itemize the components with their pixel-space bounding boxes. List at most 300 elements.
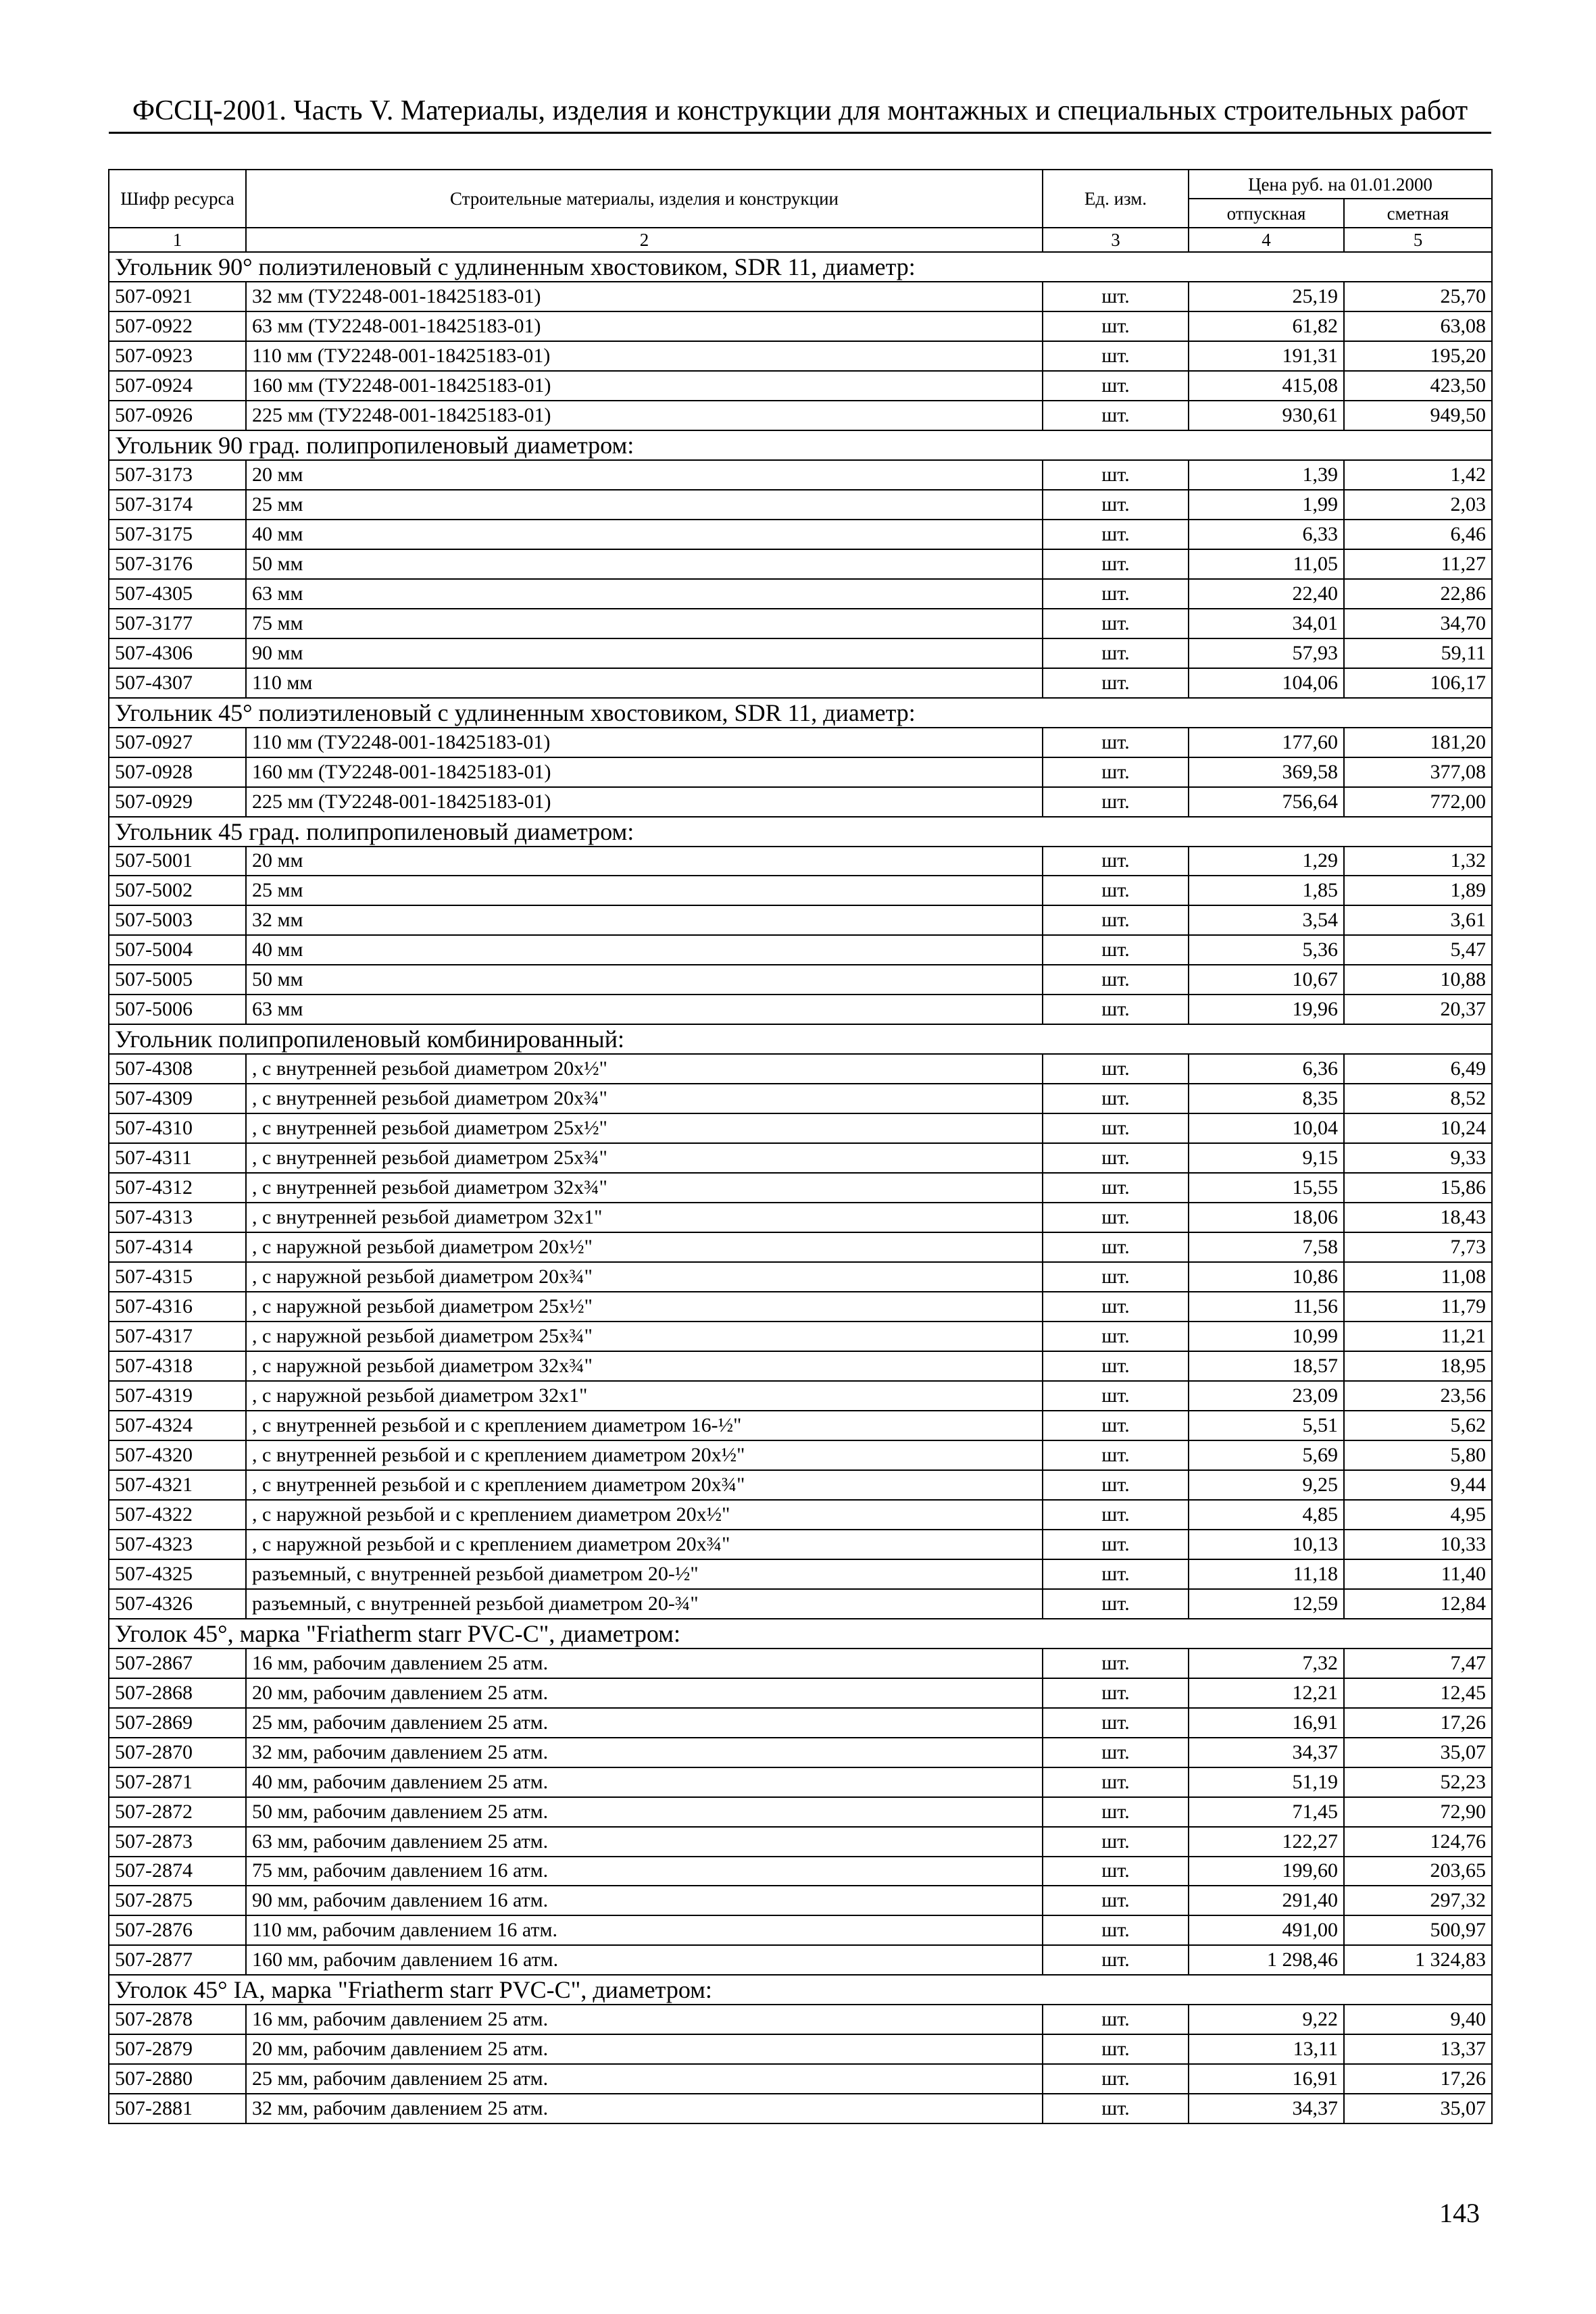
release-price: 104,06 <box>1189 668 1344 698</box>
unit-of-measure: шт. <box>1043 1589 1189 1619</box>
item-name: 75 мм <box>246 609 1043 638</box>
table-row <box>109 668 1492 698</box>
unit-of-measure: шт. <box>1043 1708 1189 1738</box>
section-title: Угольник 45° полиэтиленовый с удлиненным хвостовиком, SDR 11, диаметр: <box>109 698 1492 728</box>
estimate-price: 11,21 <box>1344 1322 1492 1351</box>
release-price: 5,69 <box>1189 1440 1344 1470</box>
estimate-price: 7,73 <box>1344 1232 1492 1262</box>
estimate-price: 11,08 <box>1344 1262 1492 1292</box>
release-price: 22,40 <box>1189 579 1344 609</box>
item-name: , с наружной резьбой и с креплением диаметром 20х½" <box>246 1500 1043 1530</box>
unit-of-measure: шт. <box>1043 905 1189 935</box>
estimate-price: 5,80 <box>1344 1440 1492 1470</box>
item-name: 20 мм, рабочим давлением 25 атм. <box>246 1678 1043 1708</box>
unit-of-measure: шт. <box>1043 1173 1189 1203</box>
table-row <box>109 1767 1492 1797</box>
estimate-price: 72,90 <box>1344 1797 1492 1827</box>
table-row <box>109 1886 1492 1915</box>
resource-code: 507-5002 <box>109 876 246 905</box>
unit-of-measure: шт. <box>1043 1084 1189 1113</box>
release-price: 3,54 <box>1189 905 1344 935</box>
table-row <box>109 1915 1492 1945</box>
section-header-row <box>109 698 1492 728</box>
unit-of-measure: шт. <box>1043 935 1189 965</box>
unit-of-measure: шт. <box>1043 1351 1189 1381</box>
section-title: Уголок 45°, марка "Friatherm starr PVC-C", диаметром: <box>109 1619 1492 1649</box>
column-number: 1 <box>109 228 246 252</box>
release-price: 415,08 <box>1189 371 1344 401</box>
resource-code: 507-4322 <box>109 1500 246 1530</box>
table-row <box>109 549 1492 579</box>
resource-code: 507-5001 <box>109 847 246 876</box>
unit-of-measure: шт. <box>1043 1113 1189 1143</box>
item-name: , с внутренней резьбой и с креплением диаметром 16-½" <box>246 1411 1043 1440</box>
item-name: 25 мм <box>246 490 1043 520</box>
table-row <box>109 1351 1492 1381</box>
table-row <box>109 282 1492 311</box>
table-row <box>109 520 1492 549</box>
estimate-price: 52,23 <box>1344 1767 1492 1797</box>
item-name: , с наружной резьбой диаметром 25х¾" <box>246 1322 1043 1351</box>
table-row <box>109 341 1492 371</box>
unit-of-measure: шт. <box>1043 2064 1189 2094</box>
resource-code: 507-2878 <box>109 2005 246 2034</box>
item-name: 16 мм, рабочим давлением 25 атм. <box>246 1649 1043 1678</box>
release-price: 12,59 <box>1189 1589 1344 1619</box>
item-name: , с наружной резьбой диаметром 20х½" <box>246 1232 1043 1262</box>
estimate-price: 11,40 <box>1344 1559 1492 1589</box>
item-name: , с внутренней резьбой диаметром 25х¾" <box>246 1143 1043 1173</box>
estimate-price: 9,44 <box>1344 1470 1492 1500</box>
resource-code: 507-4317 <box>109 1322 246 1351</box>
item-name: разъемный, с внутренней резьбой диаметром 20-½" <box>246 1559 1043 1589</box>
release-price: 16,91 <box>1189 1708 1344 1738</box>
release-price: 4,85 <box>1189 1500 1344 1530</box>
item-name: 40 мм, рабочим давлением 25 атм. <box>246 1767 1043 1797</box>
unit-of-measure: шт. <box>1043 1559 1189 1589</box>
resource-code: 507-2868 <box>109 1678 246 1708</box>
table-row <box>109 1500 1492 1530</box>
estimate-price: 12,45 <box>1344 1678 1492 1708</box>
item-name: 25 мм, рабочим давлением 25 атм. <box>246 1708 1043 1738</box>
resource-code: 507-4318 <box>109 1351 246 1381</box>
item-name: 160 мм (ТУ2248-001-18425183-01) <box>246 371 1043 401</box>
table-row <box>109 905 1492 935</box>
table-row <box>109 1143 1492 1173</box>
item-name: , с наружной резьбой диаметром 32х1" <box>246 1381 1043 1411</box>
resource-code: 507-3175 <box>109 520 246 549</box>
release-price: 6,33 <box>1189 520 1344 549</box>
resource-code: 507-4314 <box>109 1232 246 1262</box>
release-price: 9,15 <box>1189 1143 1344 1173</box>
resource-code: 507-4326 <box>109 1589 246 1619</box>
unit-of-measure: шт. <box>1043 876 1189 905</box>
estimate-price: 18,95 <box>1344 1351 1492 1381</box>
unit-of-measure: шт. <box>1043 1767 1189 1797</box>
release-price: 18,57 <box>1189 1351 1344 1381</box>
item-name: разъемный, с внутренней резьбой диаметром 20-¾" <box>246 1589 1043 1619</box>
estimate-price: 949,50 <box>1344 401 1492 430</box>
table-row <box>109 1203 1492 1232</box>
section-title: Угольник полипропиленовый комбинированный: <box>109 1024 1492 1054</box>
release-price: 369,58 <box>1189 757 1344 787</box>
release-price: 71,45 <box>1189 1797 1344 1827</box>
estimate-price: 35,07 <box>1344 1738 1492 1767</box>
section-title: Угольник 45 град. полипропиленовый диаметром: <box>109 817 1492 847</box>
unit-of-measure: шт. <box>1043 1232 1189 1262</box>
resource-code: 507-0929 <box>109 787 246 817</box>
resource-code: 507-0924 <box>109 371 246 401</box>
estimate-price: 772,00 <box>1344 787 1492 817</box>
unit-of-measure: шт. <box>1043 2005 1189 2034</box>
item-name: 110 мм, рабочим давлением 16 атм. <box>246 1915 1043 1945</box>
item-name: 50 мм <box>246 965 1043 995</box>
estimate-price: 13,37 <box>1344 2034 1492 2064</box>
release-price: 177,60 <box>1189 728 1344 757</box>
resource-code: 507-0922 <box>109 311 246 341</box>
release-price: 57,93 <box>1189 638 1344 668</box>
release-price: 8,35 <box>1189 1084 1344 1113</box>
release-price: 11,05 <box>1189 549 1344 579</box>
unit-of-measure: шт. <box>1043 1143 1189 1173</box>
table-row <box>109 1589 1492 1619</box>
unit-of-measure: шт. <box>1043 341 1189 371</box>
resource-code: 507-4325 <box>109 1559 246 1589</box>
table-row <box>109 2064 1492 2094</box>
page-header: ФССЦ-2001. Часть V. Материалы, изделия и конструкции для монтажных и специальных строительных работ <box>132 95 1468 126</box>
table-row <box>109 1678 1492 1708</box>
item-name: 25 мм <box>246 876 1043 905</box>
resource-code: 507-3177 <box>109 609 246 638</box>
section-header-row <box>109 1619 1492 1649</box>
unit-of-measure: шт. <box>1043 371 1189 401</box>
estimate-price: 35,07 <box>1344 2094 1492 2123</box>
section-title: Угольник 90° полиэтиленовый с удлиненным хвостовиком, SDR 11, диаметр: <box>109 252 1492 282</box>
item-name: 63 мм <box>246 995 1043 1024</box>
item-name: 40 мм <box>246 935 1043 965</box>
resource-code: 507-3174 <box>109 490 246 520</box>
table-row <box>109 847 1492 876</box>
table-row <box>109 401 1492 430</box>
release-price: 10,67 <box>1189 965 1344 995</box>
estimate-price: 6,46 <box>1344 520 1492 549</box>
release-price: 9,22 <box>1189 2005 1344 2034</box>
column-header-estimate: сметная <box>1344 199 1492 228</box>
table-row <box>109 1857 1492 1886</box>
table-row <box>109 995 1492 1024</box>
release-price: 6,36 <box>1189 1054 1344 1084</box>
release-price: 25,19 <box>1189 282 1344 311</box>
release-price: 1,99 <box>1189 490 1344 520</box>
table-row <box>109 787 1492 817</box>
item-name: 63 мм, рабочим давлением 25 атм. <box>246 1827 1043 1857</box>
item-name: 90 мм <box>246 638 1043 668</box>
page-number: 143 <box>1439 2198 1480 2228</box>
unit-of-measure: шт. <box>1043 311 1189 341</box>
unit-of-measure: шт. <box>1043 2094 1189 2123</box>
unit-of-measure: шт. <box>1043 995 1189 1024</box>
item-name: , с наружной резьбой диаметром 32х¾" <box>246 1351 1043 1381</box>
release-price: 5,51 <box>1189 1411 1344 1440</box>
item-name: 20 мм <box>246 847 1043 876</box>
item-name: 25 мм, рабочим давлением 25 атм. <box>246 2064 1043 2094</box>
section-header-row <box>109 1024 1492 1054</box>
resource-code: 507-2881 <box>109 2094 246 2123</box>
unit-of-measure: шт. <box>1043 549 1189 579</box>
estimate-price: 1,89 <box>1344 876 1492 905</box>
section-title: Угольник 90 град. полипропиленовый диаметром: <box>109 430 1492 460</box>
section-header-row <box>109 817 1492 847</box>
resource-code: 507-4311 <box>109 1143 246 1173</box>
resource-code: 507-4313 <box>109 1203 246 1232</box>
resource-code: 507-2876 <box>109 1915 246 1945</box>
unit-of-measure: шт. <box>1043 757 1189 787</box>
release-price: 12,21 <box>1189 1678 1344 1708</box>
table-row <box>109 1173 1492 1203</box>
item-name: 20 мм <box>246 460 1043 490</box>
item-name: , с внутренней резьбой диаметром 20х½" <box>246 1054 1043 1084</box>
unit-of-measure: шт. <box>1043 1292 1189 1322</box>
resource-code: 507-4307 <box>109 668 246 698</box>
estimate-price: 10,24 <box>1344 1113 1492 1143</box>
resource-code: 507-5004 <box>109 935 246 965</box>
table-row <box>109 2034 1492 2064</box>
table-row <box>109 1411 1492 1440</box>
release-price: 34,37 <box>1189 1738 1344 1767</box>
estimate-price: 181,20 <box>1344 728 1492 757</box>
table-row <box>109 1559 1492 1589</box>
release-price: 18,06 <box>1189 1203 1344 1232</box>
resource-code: 507-0928 <box>109 757 246 787</box>
table-row <box>109 2005 1492 2034</box>
column-header-price: Цена руб. на 01.01.2000 <box>1189 170 1492 199</box>
item-name: 32 мм, рабочим давлением 25 атм. <box>246 2094 1043 2123</box>
table-row <box>109 1945 1492 1975</box>
unit-of-measure: шт. <box>1043 579 1189 609</box>
resource-code: 507-5003 <box>109 905 246 935</box>
section-title: Уголок 45° IA, марка "Friatherm starr PVC-C", диаметром: <box>109 1975 1492 2005</box>
item-name: 63 мм <box>246 579 1043 609</box>
estimate-price: 17,26 <box>1344 2064 1492 2094</box>
unit-of-measure: шт. <box>1043 1262 1189 1292</box>
estimate-price: 34,70 <box>1344 609 1492 638</box>
release-price: 1,39 <box>1189 460 1344 490</box>
resource-code: 507-0927 <box>109 728 246 757</box>
item-name: 90 мм, рабочим давлением 16 атм. <box>246 1886 1043 1915</box>
resource-code: 507-2867 <box>109 1649 246 1678</box>
release-price: 10,99 <box>1189 1322 1344 1351</box>
unit-of-measure: шт. <box>1043 728 1189 757</box>
section-header-row <box>109 1975 1492 2005</box>
resource-code: 507-4323 <box>109 1530 246 1559</box>
release-price: 7,32 <box>1189 1649 1344 1678</box>
unit-of-measure: шт. <box>1043 1827 1189 1857</box>
table-row <box>109 460 1492 490</box>
estimate-price: 1,42 <box>1344 460 1492 490</box>
unit-of-measure: шт. <box>1043 2034 1189 2064</box>
resource-code: 507-0921 <box>109 282 246 311</box>
table-row <box>109 2094 1492 2123</box>
release-price: 7,58 <box>1189 1232 1344 1262</box>
resource-code: 507-2871 <box>109 1767 246 1797</box>
table-row <box>109 965 1492 995</box>
resource-code: 507-4308 <box>109 1054 246 1084</box>
release-price: 34,01 <box>1189 609 1344 638</box>
item-name: 160 мм (ТУ2248-001-18425183-01) <box>246 757 1043 787</box>
column-number: 3 <box>1043 228 1189 252</box>
estimate-price: 8,52 <box>1344 1084 1492 1113</box>
resource-code: 507-4306 <box>109 638 246 668</box>
release-price: 16,91 <box>1189 2064 1344 2094</box>
item-name: , с внутренней резьбой диаметром 32х¾" <box>246 1173 1043 1203</box>
column-header-name: Строительные материалы, изделия и конструкции <box>246 170 1043 228</box>
unit-of-measure: шт. <box>1043 1203 1189 1232</box>
unit-of-measure: шт. <box>1043 1381 1189 1411</box>
item-name: 160 мм, рабочим давлением 16 атм. <box>246 1945 1043 1975</box>
estimate-price: 5,62 <box>1344 1411 1492 1440</box>
table-row <box>109 1381 1492 1411</box>
estimate-price: 9,33 <box>1344 1143 1492 1173</box>
table-row <box>109 371 1492 401</box>
unit-of-measure: шт. <box>1043 282 1189 311</box>
resource-code: 507-5006 <box>109 995 246 1024</box>
release-price: 11,56 <box>1189 1292 1344 1322</box>
estimate-price: 7,47 <box>1344 1649 1492 1678</box>
estimate-price: 5,47 <box>1344 935 1492 965</box>
release-price: 15,55 <box>1189 1173 1344 1203</box>
estimate-price: 15,86 <box>1344 1173 1492 1203</box>
table-row <box>109 1797 1492 1827</box>
estimate-price: 23,56 <box>1344 1381 1492 1411</box>
column-number: 2 <box>246 228 1043 252</box>
release-price: 491,00 <box>1189 1915 1344 1945</box>
table-row <box>109 876 1492 905</box>
release-price: 291,40 <box>1189 1886 1344 1915</box>
table-row <box>109 1530 1492 1559</box>
item-name: 50 мм <box>246 549 1043 579</box>
unit-of-measure: шт. <box>1043 520 1189 549</box>
unit-of-measure: шт. <box>1043 1440 1189 1470</box>
table-row <box>109 579 1492 609</box>
table-row <box>109 1708 1492 1738</box>
item-name: , с внутренней резьбой диаметром 20х¾" <box>246 1084 1043 1113</box>
unit-of-measure: шт. <box>1043 460 1189 490</box>
resource-code: 507-2875 <box>109 1886 246 1915</box>
release-price: 1 298,46 <box>1189 1945 1344 1975</box>
table-row <box>109 935 1492 965</box>
estimate-price: 63,08 <box>1344 311 1492 341</box>
estimate-price: 203,65 <box>1344 1857 1492 1886</box>
resource-code: 507-4309 <box>109 1084 246 1113</box>
table-row <box>109 1738 1492 1767</box>
item-name: , с наружной резьбой диаметром 25х½" <box>246 1292 1043 1322</box>
table-row <box>109 490 1492 520</box>
unit-of-measure: шт. <box>1043 401 1189 430</box>
item-name: , с наружной резьбой диаметром 20х¾" <box>246 1262 1043 1292</box>
unit-of-measure: шт. <box>1043 490 1189 520</box>
item-name: 16 мм, рабочим давлением 25 атм. <box>246 2005 1043 2034</box>
release-price: 756,64 <box>1189 787 1344 817</box>
release-price: 23,09 <box>1189 1381 1344 1411</box>
resource-code: 507-2874 <box>109 1857 246 1886</box>
table-row <box>109 728 1492 757</box>
unit-of-measure: шт. <box>1043 1470 1189 1500</box>
resource-code: 507-4324 <box>109 1411 246 1440</box>
release-price: 122,27 <box>1189 1827 1344 1857</box>
release-price: 199,60 <box>1189 1857 1344 1886</box>
resource-code: 507-3176 <box>109 549 246 579</box>
column-number: 5 <box>1344 228 1492 252</box>
table-row <box>109 1232 1492 1262</box>
estimate-price: 11,79 <box>1344 1292 1492 1322</box>
unit-of-measure: шт. <box>1043 1649 1189 1678</box>
release-price: 10,04 <box>1189 1113 1344 1143</box>
estimate-price: 500,97 <box>1344 1915 1492 1945</box>
item-name: , с внутренней резьбой и с креплением диаметром 20х½" <box>246 1440 1043 1470</box>
estimate-price: 17,26 <box>1344 1708 1492 1738</box>
release-price: 9,25 <box>1189 1470 1344 1500</box>
release-price: 11,18 <box>1189 1559 1344 1589</box>
unit-of-measure: шт. <box>1043 1530 1189 1559</box>
column-header-unit: Ед. изм. <box>1043 170 1189 228</box>
release-price: 10,86 <box>1189 1262 1344 1292</box>
estimate-price: 195,20 <box>1344 341 1492 371</box>
table-row <box>109 1322 1492 1351</box>
resource-code: 507-2870 <box>109 1738 246 1767</box>
resource-code: 507-2872 <box>109 1797 246 1827</box>
table-row <box>109 1292 1492 1322</box>
estimate-price: 11,27 <box>1344 549 1492 579</box>
unit-of-measure: шт. <box>1043 847 1189 876</box>
release-price: 1,29 <box>1189 847 1344 876</box>
resource-code: 507-4320 <box>109 1440 246 1470</box>
release-price: 13,11 <box>1189 2034 1344 2064</box>
release-price: 930,61 <box>1189 401 1344 430</box>
column-header-release: отпускная <box>1189 199 1344 228</box>
unit-of-measure: шт. <box>1043 609 1189 638</box>
item-name: 225 мм (ТУ2248-001-18425183-01) <box>246 787 1043 817</box>
estimate-price: 25,70 <box>1344 282 1492 311</box>
unit-of-measure: шт. <box>1043 965 1189 995</box>
unit-of-measure: шт. <box>1043 1411 1189 1440</box>
unit-of-measure: шт. <box>1043 1738 1189 1767</box>
release-price: 191,31 <box>1189 341 1344 371</box>
item-name: 110 мм (ТУ2248-001-18425183-01) <box>246 341 1043 371</box>
resource-code: 507-5005 <box>109 965 246 995</box>
resource-code: 507-4316 <box>109 1292 246 1322</box>
item-name: 32 мм, рабочим давлением 25 атм. <box>246 1738 1043 1767</box>
resource-code: 507-2877 <box>109 1945 246 1975</box>
resource-code: 507-2879 <box>109 2034 246 2064</box>
resource-code: 507-4305 <box>109 579 246 609</box>
item-name: 32 мм <box>246 905 1043 935</box>
table-row <box>109 609 1492 638</box>
estimate-price: 3,61 <box>1344 905 1492 935</box>
table-row <box>109 1470 1492 1500</box>
estimate-price: 12,84 <box>1344 1589 1492 1619</box>
item-name: 20 мм, рабочим давлением 25 атм. <box>246 2034 1043 2064</box>
estimate-price: 124,76 <box>1344 1827 1492 1857</box>
item-name: 75 мм, рабочим давлением 16 атм. <box>246 1857 1043 1886</box>
estimate-price: 10,33 <box>1344 1530 1492 1559</box>
estimate-price: 423,50 <box>1344 371 1492 401</box>
estimate-price: 18,43 <box>1344 1203 1492 1232</box>
release-price: 1,85 <box>1189 876 1344 905</box>
table-row <box>109 1440 1492 1470</box>
estimate-price: 9,40 <box>1344 2005 1492 2034</box>
estimate-price: 4,95 <box>1344 1500 1492 1530</box>
table-row <box>109 1084 1492 1113</box>
